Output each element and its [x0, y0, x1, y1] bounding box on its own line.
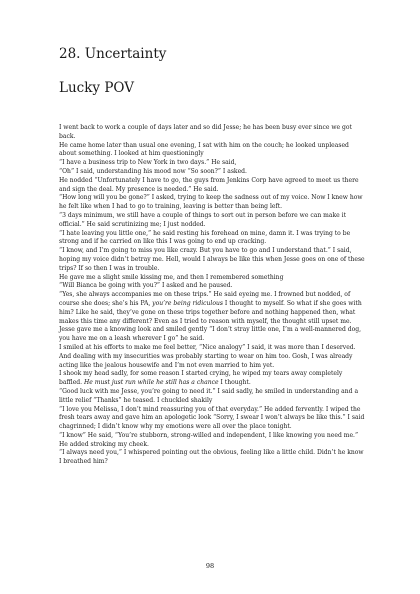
- italic-thought: you’re being ridiculous: [152, 299, 223, 307]
- paragraph: “Good luck with me Jesse, you’re going to need it.” I said sadly, he smiled in understanding and a little relief “Thanks” he teased. I chuckled shakily: [59, 387, 359, 404]
- paragraph: [59, 370, 366, 388]
- paragraph: “I have a business trip to New York in two days.” He said,: [59, 159, 237, 167]
- paragraph-text: I shook my head sadly, for some reason I started crying, he wiped my tears away completely baffled.: [59, 370, 343, 387]
- paragraph: “I know” He said, “You’re stubborn, strong-willed and independent, I like knowing you need me.” He added stroking my cheek.: [59, 431, 359, 448]
- chapter-title: 28. Uncertainty: [59, 46, 167, 62]
- paragraph: He came home later than usual one evening, I sat with him on the couch; he looked unpleased about something. I looked at him questioningly: [59, 141, 349, 158]
- paragraph-text: “Yes, she always accompanies me on these trips.” He said eyeing me. I frowned but nodded, of course she does; she’s his PA,: [59, 291, 351, 307]
- paragraph: He gave me a slight smile kissing me, and then I remembered something: [59, 273, 284, 281]
- page-number: 98: [205, 562, 215, 570]
- paragraph-text: I thought.: [218, 379, 251, 387]
- paragraph: “How long will you be gone?” I asked, trying to keep the sadness out of my voice. Now I knew how he felt like when I had to go to training, leaving is better than being left.: [59, 194, 363, 211]
- paragraph: “3 days minimum, we still have a couple of things to sort out in person before we can make it official.” He said scrutinizing me; I just nodded.: [59, 211, 347, 228]
- italic-thought: He must just run while he still has a chance: [84, 379, 219, 387]
- paragraph: Jesse gave me a knowing look and smiled gently “I don’t stray little one, I’m a well-mannered dog, you have me on a leash wherever I go” he said.: [59, 326, 362, 343]
- paragraph: I smiled at his efforts to make me feel better, “Nice analogy” I said, it was more than I deserved. And dealing with my insecurities was probably starting to wear on him too. Gosh, I was already acting like the jealous housewife and I’m not even married to him yet.: [59, 343, 356, 369]
- paragraph: “I love you Melissa, I don’t mind reassuring you of that everyday.” He added fervently. I wiped the fresh tears away and gave him an apologetic look “Sorry, I swear I won’t always be like this.” I said chagrinned; I didn’t know why my emotions were all over the place tonight.: [59, 405, 365, 431]
- paragraph: He nodded “Unfortunately I have to go, the guys from Jenkins Corp have agreed to meet us there and sign the deal. My presence is needed.” He said.: [59, 176, 359, 193]
- paragraph: [59, 291, 366, 326]
- paragraph-text: I thought to myself. So what if she goes with him? Like he said, they’ve gone on these trips together before and nothing happened then, what makes this time any different? Even as I tried to reason with myself, the thought still upset me.: [59, 299, 362, 325]
- paragraph: “Will Bianca be going with you?” I asked and he paused.: [59, 282, 233, 290]
- paragraph: “I always need you,” I whispered pointing out the obvious, feeling like a little child. Didn’t he know I breathed him?: [59, 449, 364, 466]
- paragraph: “I hate leaving you little one,” he said resting his forehead on mine, damn it. I was trying to be strong and if he carried on like this I was going to end up cracking.: [59, 229, 351, 246]
- paragraph: “Oh” I said, understanding his mood now “So soon?” I asked.: [59, 167, 247, 175]
- body-text: [59, 124, 366, 467]
- section-title: Lucky POV: [59, 80, 134, 96]
- paragraph: “I know, and I’m going to miss you like crazy. But you have to go and I understand that.” I said, hoping my voice didn’t betray me. Hell, would I always be like this when Jesse goes on one of these trips? If so then I was in trouble.: [59, 247, 365, 272]
- paragraph: I went back to work a couple of days later and so did Jesse; he has been busy ever since we got back.: [59, 124, 352, 140]
